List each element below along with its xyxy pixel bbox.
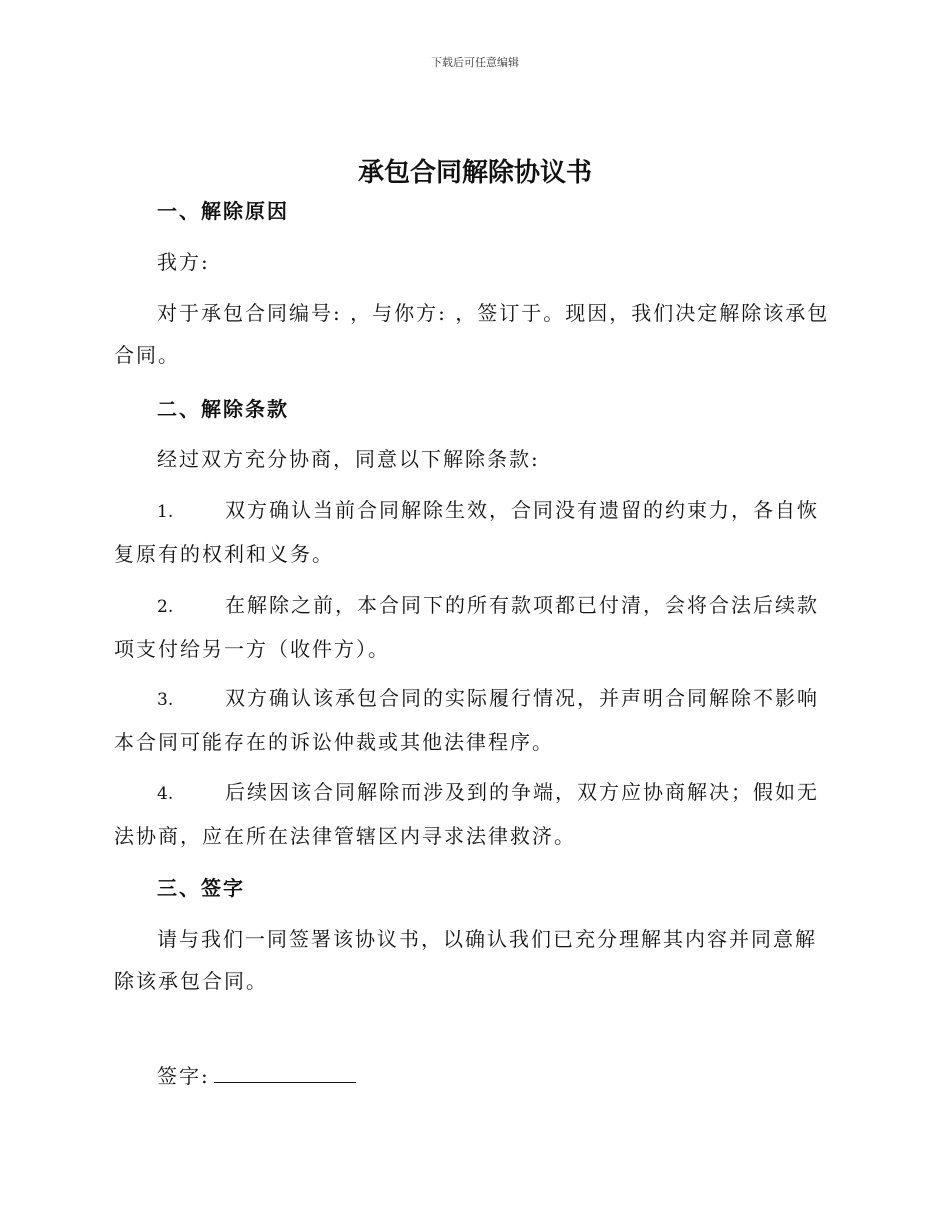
terms-intro: 经过双方充分协商，同意以下解除条款: <box>157 447 540 471</box>
section-heading-reason: 一、解除原因 <box>157 199 289 223</box>
clause-item <box>114 584 834 670</box>
signature-block <box>157 1062 356 1090</box>
document-title: 承包合同解除协议书 <box>357 158 592 188</box>
clause-text: 后续因该合同解除而涉及到的争端，双方应协商解决；假如无法协商，应在所在法律管辖区内寻求法律救济。 <box>114 780 819 848</box>
clause-number: 3. <box>157 690 174 710</box>
clause-text: 双方确认该承包合同的实际履行情况，并声明合同解除不影响本合同可能存在的诉讼仲裁或其他法律程序。 <box>114 686 819 754</box>
section-heading-terms: 二、解除条款 <box>157 397 289 421</box>
section-heading-signature: 三、签字 <box>157 876 245 900</box>
signature-label: 签字: <box>157 1064 210 1088</box>
clause-item <box>114 771 834 857</box>
party-line: 我方: <box>157 250 210 274</box>
reason-paragraph: 对于承包合同编号: ，与你方: ，签订于。现因，我们决定解除该承包合同。 <box>114 301 830 367</box>
clause-item <box>114 489 834 575</box>
clause-text: 在解除之前，本合同下的所有款项都已付清，会将合法后续款项支付给另一方（收件方）。 <box>114 593 819 661</box>
clause-number: 4. <box>157 784 174 804</box>
signature-paragraph: 请与我们一同签署该协议书，以确认我们已充分理解其内容并同意解除该承包合同。 <box>114 927 817 993</box>
clause-number: 2. <box>157 597 174 617</box>
clause-text: 双方确认当前合同解除生效，合同没有遗留的约束力，各自恢复原有的权利和义务。 <box>114 498 819 566</box>
clause-number: 1. <box>157 502 174 522</box>
signature-line[interactable] <box>214 1064 356 1083</box>
header-note: 下载后可任意编辑 <box>431 56 519 69</box>
clause-item <box>114 677 834 763</box>
